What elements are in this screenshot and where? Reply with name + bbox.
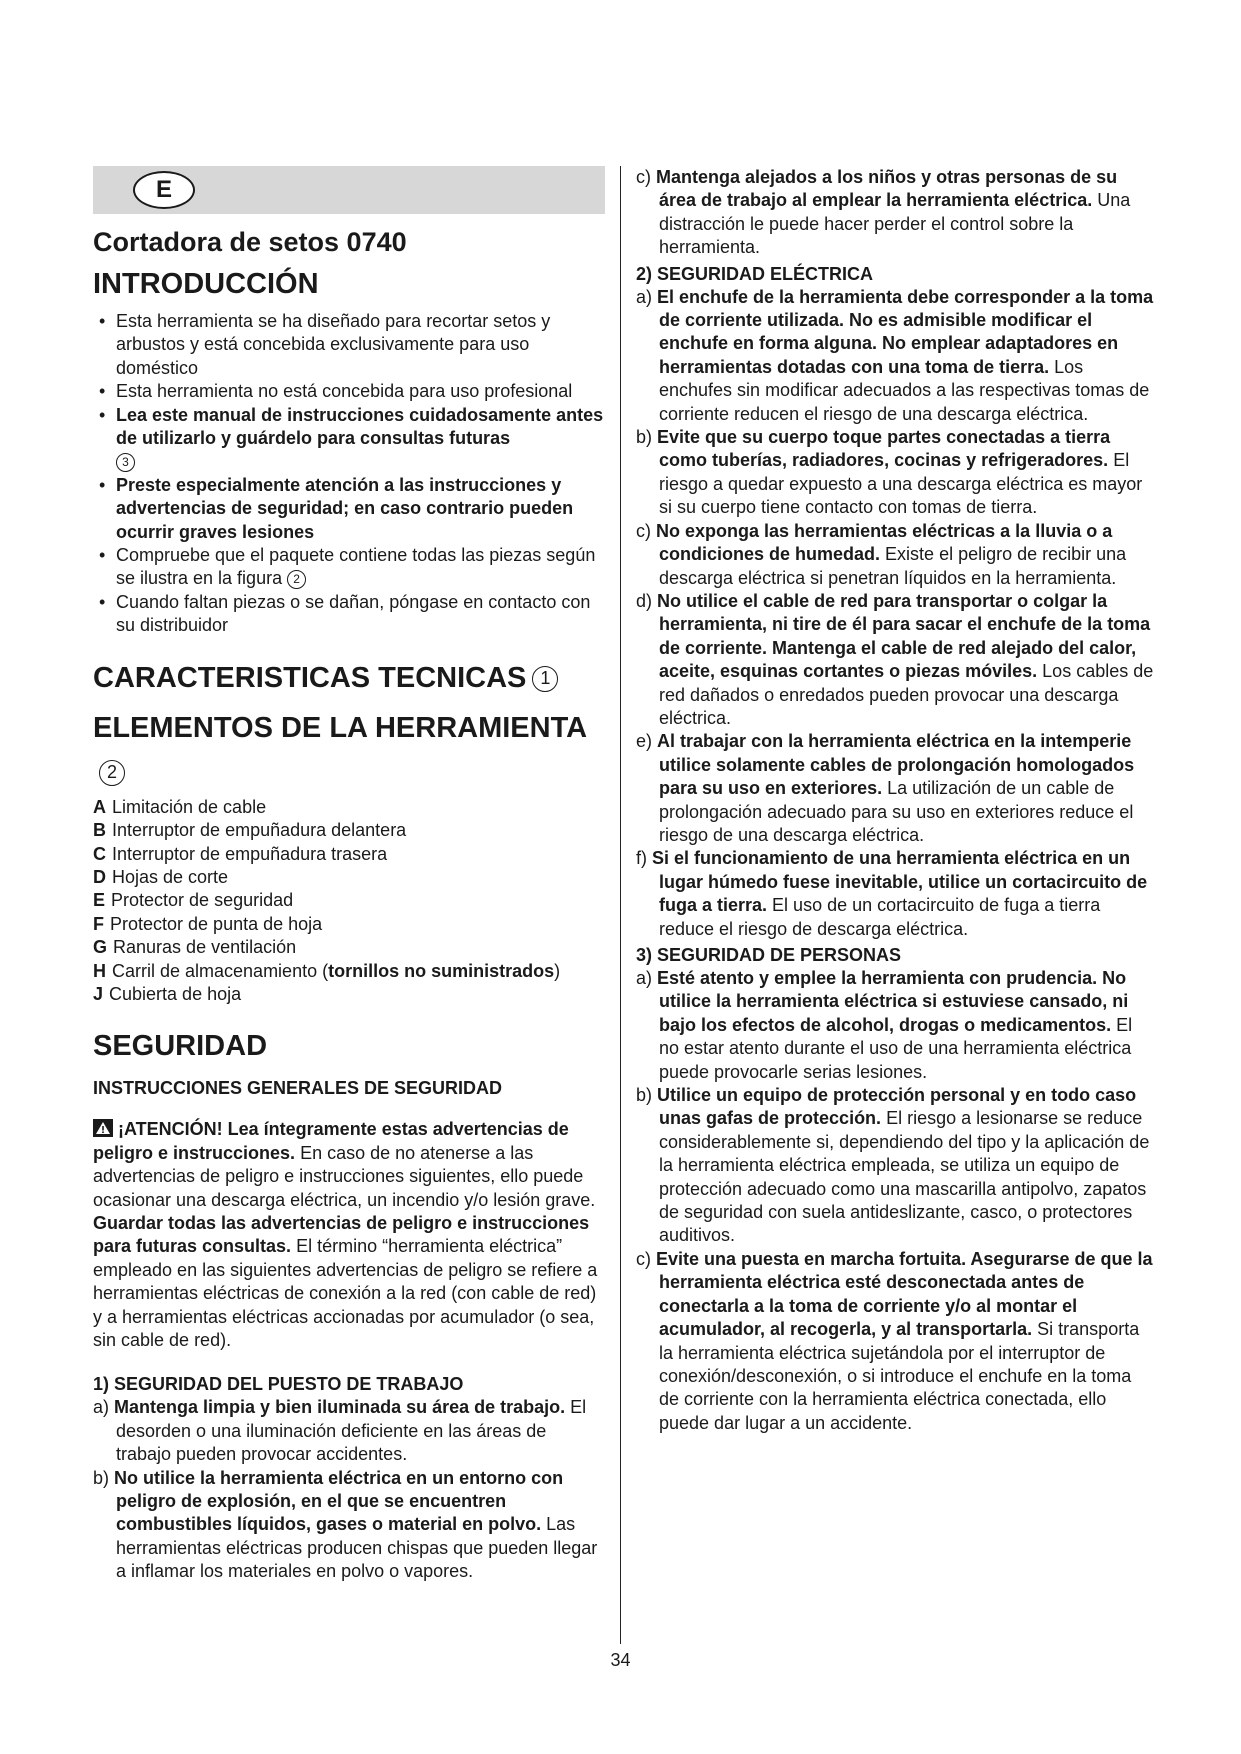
item-text: Los cables de red dañados o enredados pueden provocar una descarga eléctrica.: [659, 661, 1154, 728]
element-text: Ranuras de ventilación: [113, 937, 297, 958]
element-item: [93, 866, 605, 889]
element-letter: B: [93, 820, 106, 841]
item-text: El riesgo a lesionarse se reduce considerablemente si, dependiendo del tipo y la aplicación de la herramienta eléctrica empleada, se utiliza un equipo de protección adecuado como una mascarilla antipolvo, zapatos de seguridad con suela antideslizante, casco, o protectores auditivos.: [659, 1108, 1150, 1246]
work-area-item-b: [93, 1467, 605, 1584]
element-letter: H: [93, 960, 106, 981]
item-text: Existe el peligro de recibir una descarga eléctrica si penetran líquidos en la herramienta.: [659, 544, 1127, 588]
tool-elements-heading: [93, 706, 605, 794]
tech-specs-heading: [93, 656, 605, 700]
item-text: Si transporta la herramienta eléctrica sujetándola por el interruptor de conexión/desconexión, o si introduce el enchufe en la toma de corriente con la herramienta eléctrica conectada, ello puede dar lugar a un accidente.: [659, 1319, 1140, 1433]
intro-bullet-5: [93, 544, 605, 591]
figure-ref-3: 3: [116, 453, 135, 472]
warning-triangle-icon: [93, 1119, 113, 1137]
work-area-item-a: [93, 1396, 605, 1466]
work-area-heading: 1) SEGURIDAD DEL PUESTO DE TRABAJO: [93, 1374, 464, 1395]
bullet-text: Cuando faltan piezas o se dañan, póngase en contacto con su distribuidor: [116, 591, 591, 636]
tool-elements-heading-text: ELEMENTOS DE LA HERRAMIENTA: [93, 711, 588, 744]
bullet-bold-text: Lea este manual de instrucciones cuidadosamente antes de utilizarlo y guárdelo para consultas futuras: [116, 404, 604, 449]
element-item: [93, 843, 605, 866]
element-text: Protector de seguridad: [111, 890, 294, 911]
left-column: [93, 166, 605, 1584]
element-suffix: ): [554, 960, 561, 981]
element-letter: E: [93, 890, 106, 911]
electrical-item-b: [636, 426, 1154, 520]
tech-specs-heading-text: CARACTERISTICAS TECNICAS: [93, 661, 527, 694]
intro-bullet-4: [93, 474, 605, 544]
electrical-item-f: [636, 847, 1154, 941]
item-bold-text: Evite una puesta en marcha fortuita. Asegurarse de que la herramienta eléctrica esté desconectada antes de conectarla a la toma de corriente y/o al montar el acumulador, al recogerla, y al transportarla.: [656, 1248, 1153, 1340]
element-letter: C: [93, 843, 106, 864]
item-bold-text: No utilice el cable de red para transportar o colgar la herramienta, ni tire de él para sacar el enchufe de la toma de corriente. Mantenga el cable de red alejado del calor, aceite, esquinas cortantes o piezas móviles.: [657, 590, 1151, 682]
item-label: c): [636, 1248, 651, 1269]
item-bold-text: Utilice un equipo de protección personal y en todo caso unas gafas de protección.: [657, 1085, 1137, 1129]
electrical-item-c: [636, 520, 1154, 590]
intro-bullet-6: [93, 591, 605, 638]
attention-text-2: El término “herramienta eléctrica” empleado en las siguientes advertencias de peligro se refiere a herramientas eléctricas de conexión a la red (con cable de red) y a herramientas eléctricas accionadas por acumulador (o sea, sin cable de red).: [93, 1236, 598, 1350]
element-text: Protector de punta de hoja: [110, 913, 323, 934]
intro-bullet-1: [93, 310, 605, 380]
item-bold-text: Esté atento y emplee la herramienta con prudencia. No utilice la herramienta eléctrica si estuviese cansado, ni bajo los efectos de alcohol, drogas o medicamentos.: [657, 968, 1129, 1035]
page-number: 34: [610, 1650, 631, 1670]
electrical-item-e: [636, 730, 1154, 847]
intro-bullet-list: [93, 310, 605, 638]
item-label: a): [93, 1397, 110, 1418]
item-label: a): [636, 968, 653, 988]
element-text: Cubierta de hoja: [109, 983, 242, 1004]
item-label: b): [93, 1467, 110, 1488]
item-label: e): [636, 731, 653, 752]
element-letter: G: [93, 937, 108, 958]
item-text: El no estar atento durante el uso de una herramienta eléctrica puede provocarle serias lesiones.: [659, 1014, 1133, 1082]
item-label: b): [636, 1085, 653, 1106]
bullet-text: Esta herramienta se ha diseñado para recortar setos y arbustos y está concebida exclusivamente para uso doméstico: [116, 311, 551, 378]
element-item: [93, 936, 605, 959]
attention-paragraph: [93, 1118, 605, 1352]
intro-bullet-3: [93, 404, 605, 474]
work-area-item-c: [636, 166, 1154, 260]
item-text: El uso de un cortacircuito de fuga a tierra reduce el riesgo de descarga eléctrica.: [659, 895, 1101, 939]
figure-ref-1: 1: [532, 666, 558, 692]
intro-heading: INTRODUCCIÓN: [93, 268, 319, 300]
column-divider: [620, 166, 621, 1644]
element-letter: J: [93, 983, 104, 1004]
figure-ref-2: 2: [287, 570, 306, 589]
element-item: [93, 819, 605, 842]
language-code-badge: E: [133, 171, 195, 209]
item-label: c): [636, 167, 651, 187]
personal-item-b: [636, 1084, 1154, 1248]
element-item: [93, 889, 605, 912]
element-item: [93, 913, 605, 936]
element-letter: F: [93, 913, 104, 934]
attention-bold-1: ¡ATENCIÓN! Lea íntegramente estas advertencias de peligro e instrucciones.: [93, 1119, 569, 1163]
item-bold-text: Al trabajar con la herramienta eléctrica en la intemperie utilice solamente cables de prolongación homologados para su uso en exteriores.: [657, 731, 1135, 799]
element-text: Interruptor de empuñadura delantera: [112, 820, 407, 841]
bullet-text: Esta herramienta no está concebida para uso profesional: [116, 381, 573, 402]
item-label: c): [636, 520, 651, 541]
item-text: Los enchufes sin modificar adecuados a las respectivas tomas de corriente reducen el riesgo de una descarga eléctrica.: [659, 356, 1150, 424]
right-column: [636, 166, 1154, 1435]
item-text: Una distracción le puede hacer perder el control sobre la herramienta.: [659, 190, 1131, 258]
attention-bold-2: Guardar todas las advertencias de peligro e instrucciones para futuras consultas.: [93, 1212, 590, 1257]
item-label: f): [636, 848, 647, 869]
element-text: Carril de almacenamiento (: [112, 960, 329, 981]
document-title: Cortadora de setos 0740: [93, 227, 407, 257]
item-text: El riesgo a quedar expuesto a una descarga eléctrica es mayor si su cuerpo tiene contacto con tomas de tierra.: [659, 450, 1143, 518]
element-text: Limitación de cable: [112, 796, 267, 817]
item-bold-text: Mantenga alejados a los niños y otras personas de su área de trabajo al emplear la herramienta eléctrica.: [656, 167, 1118, 211]
figure-ref-2: 2: [99, 760, 125, 786]
element-text: Interruptor de empuñadura trasera: [112, 843, 388, 864]
item-label: d): [636, 590, 653, 611]
safety-heading: SEGURIDAD: [93, 1030, 268, 1063]
item-bold-text: Si el funcionamiento de una herramienta eléctrica en un lugar húmedo fuese inevitable, utilice un cortacircuito de fuga a tierra.: [652, 848, 1148, 916]
general-safety-heading: INSTRUCCIONES GENERALES DE SEGURIDAD: [93, 1078, 503, 1099]
element-letter: A: [93, 796, 106, 817]
item-label: a): [636, 286, 653, 307]
element-bold-text: tornillos no suministrados: [328, 960, 555, 981]
intro-bullet-2: [93, 380, 605, 403]
tool-elements-list: [93, 796, 605, 1007]
element-item: [93, 983, 605, 1006]
personal-item-c: [636, 1248, 1154, 1435]
bullet-text: Compruebe que el paquete contiene todas las piezas según se ilustra en la figura: [116, 545, 596, 589]
bullet-bold-text: Preste especialmente atención a las instrucciones y advertencias de seguridad; en caso contrario pueden ocurrir graves lesiones: [116, 474, 574, 542]
language-header-bar: [93, 166, 605, 214]
attention-text-1: En caso de no atenerse a las advertencias de peligro e instrucciones siguientes, ello puede ocasionar una descarga eléctrica, un incendio y/o lesión grave.: [93, 1142, 596, 1210]
item-text: Las herramientas eléctricas producen chispas que pueden llegar a inflamar los materiales en polvo o vapores.: [116, 1514, 598, 1582]
item-bold-text: No exponga las herramientas eléctricas a la lluvia o a condiciones de humedad.: [656, 520, 1113, 565]
electrical-item-a: [636, 286, 1154, 426]
element-item: [93, 796, 605, 819]
item-bold-text: No utilice la herramienta eléctrica en un entorno con peligro de explosión, en el que se encuentren combustibles líquidos, gases o material en polvo.: [114, 1467, 564, 1535]
element-item: [93, 960, 605, 983]
item-label: b): [636, 427, 653, 448]
element-letter: D: [93, 866, 106, 887]
electrical-item-d: [636, 590, 1154, 730]
item-bold-text: El enchufe de la herramienta debe corresponder a la toma de corriente utilizada. No es admisible modificar el enchufe en forma alguna. No emplear adaptadores en herramientas dotadas con una toma de tierra.: [657, 286, 1154, 377]
item-text: La utilización de un cable de prolongación adecuado para su uso en exteriores reduce el riesgo de una descarga eléctrica.: [659, 778, 1134, 845]
personal-safety-heading: 3) SEGURIDAD DE PERSONAS: [636, 945, 902, 965]
item-bold-text: Mantenga limpia y bien iluminada su área de trabajo.: [114, 1397, 566, 1418]
element-text: Hojas de corte: [112, 866, 229, 887]
item-bold-text: Evite que su cuerpo toque partes conectadas a tierra como tuberías, radiadores, cocinas y refrigeradores.: [657, 427, 1111, 471]
electrical-safety-heading: 2) SEGURIDAD ELÉCTRICA: [636, 263, 874, 284]
item-text: El desorden o una iluminación deficiente en las áreas de trabajo pueden provocar accidentes.: [116, 1397, 587, 1465]
personal-item-a: [636, 967, 1154, 1084]
